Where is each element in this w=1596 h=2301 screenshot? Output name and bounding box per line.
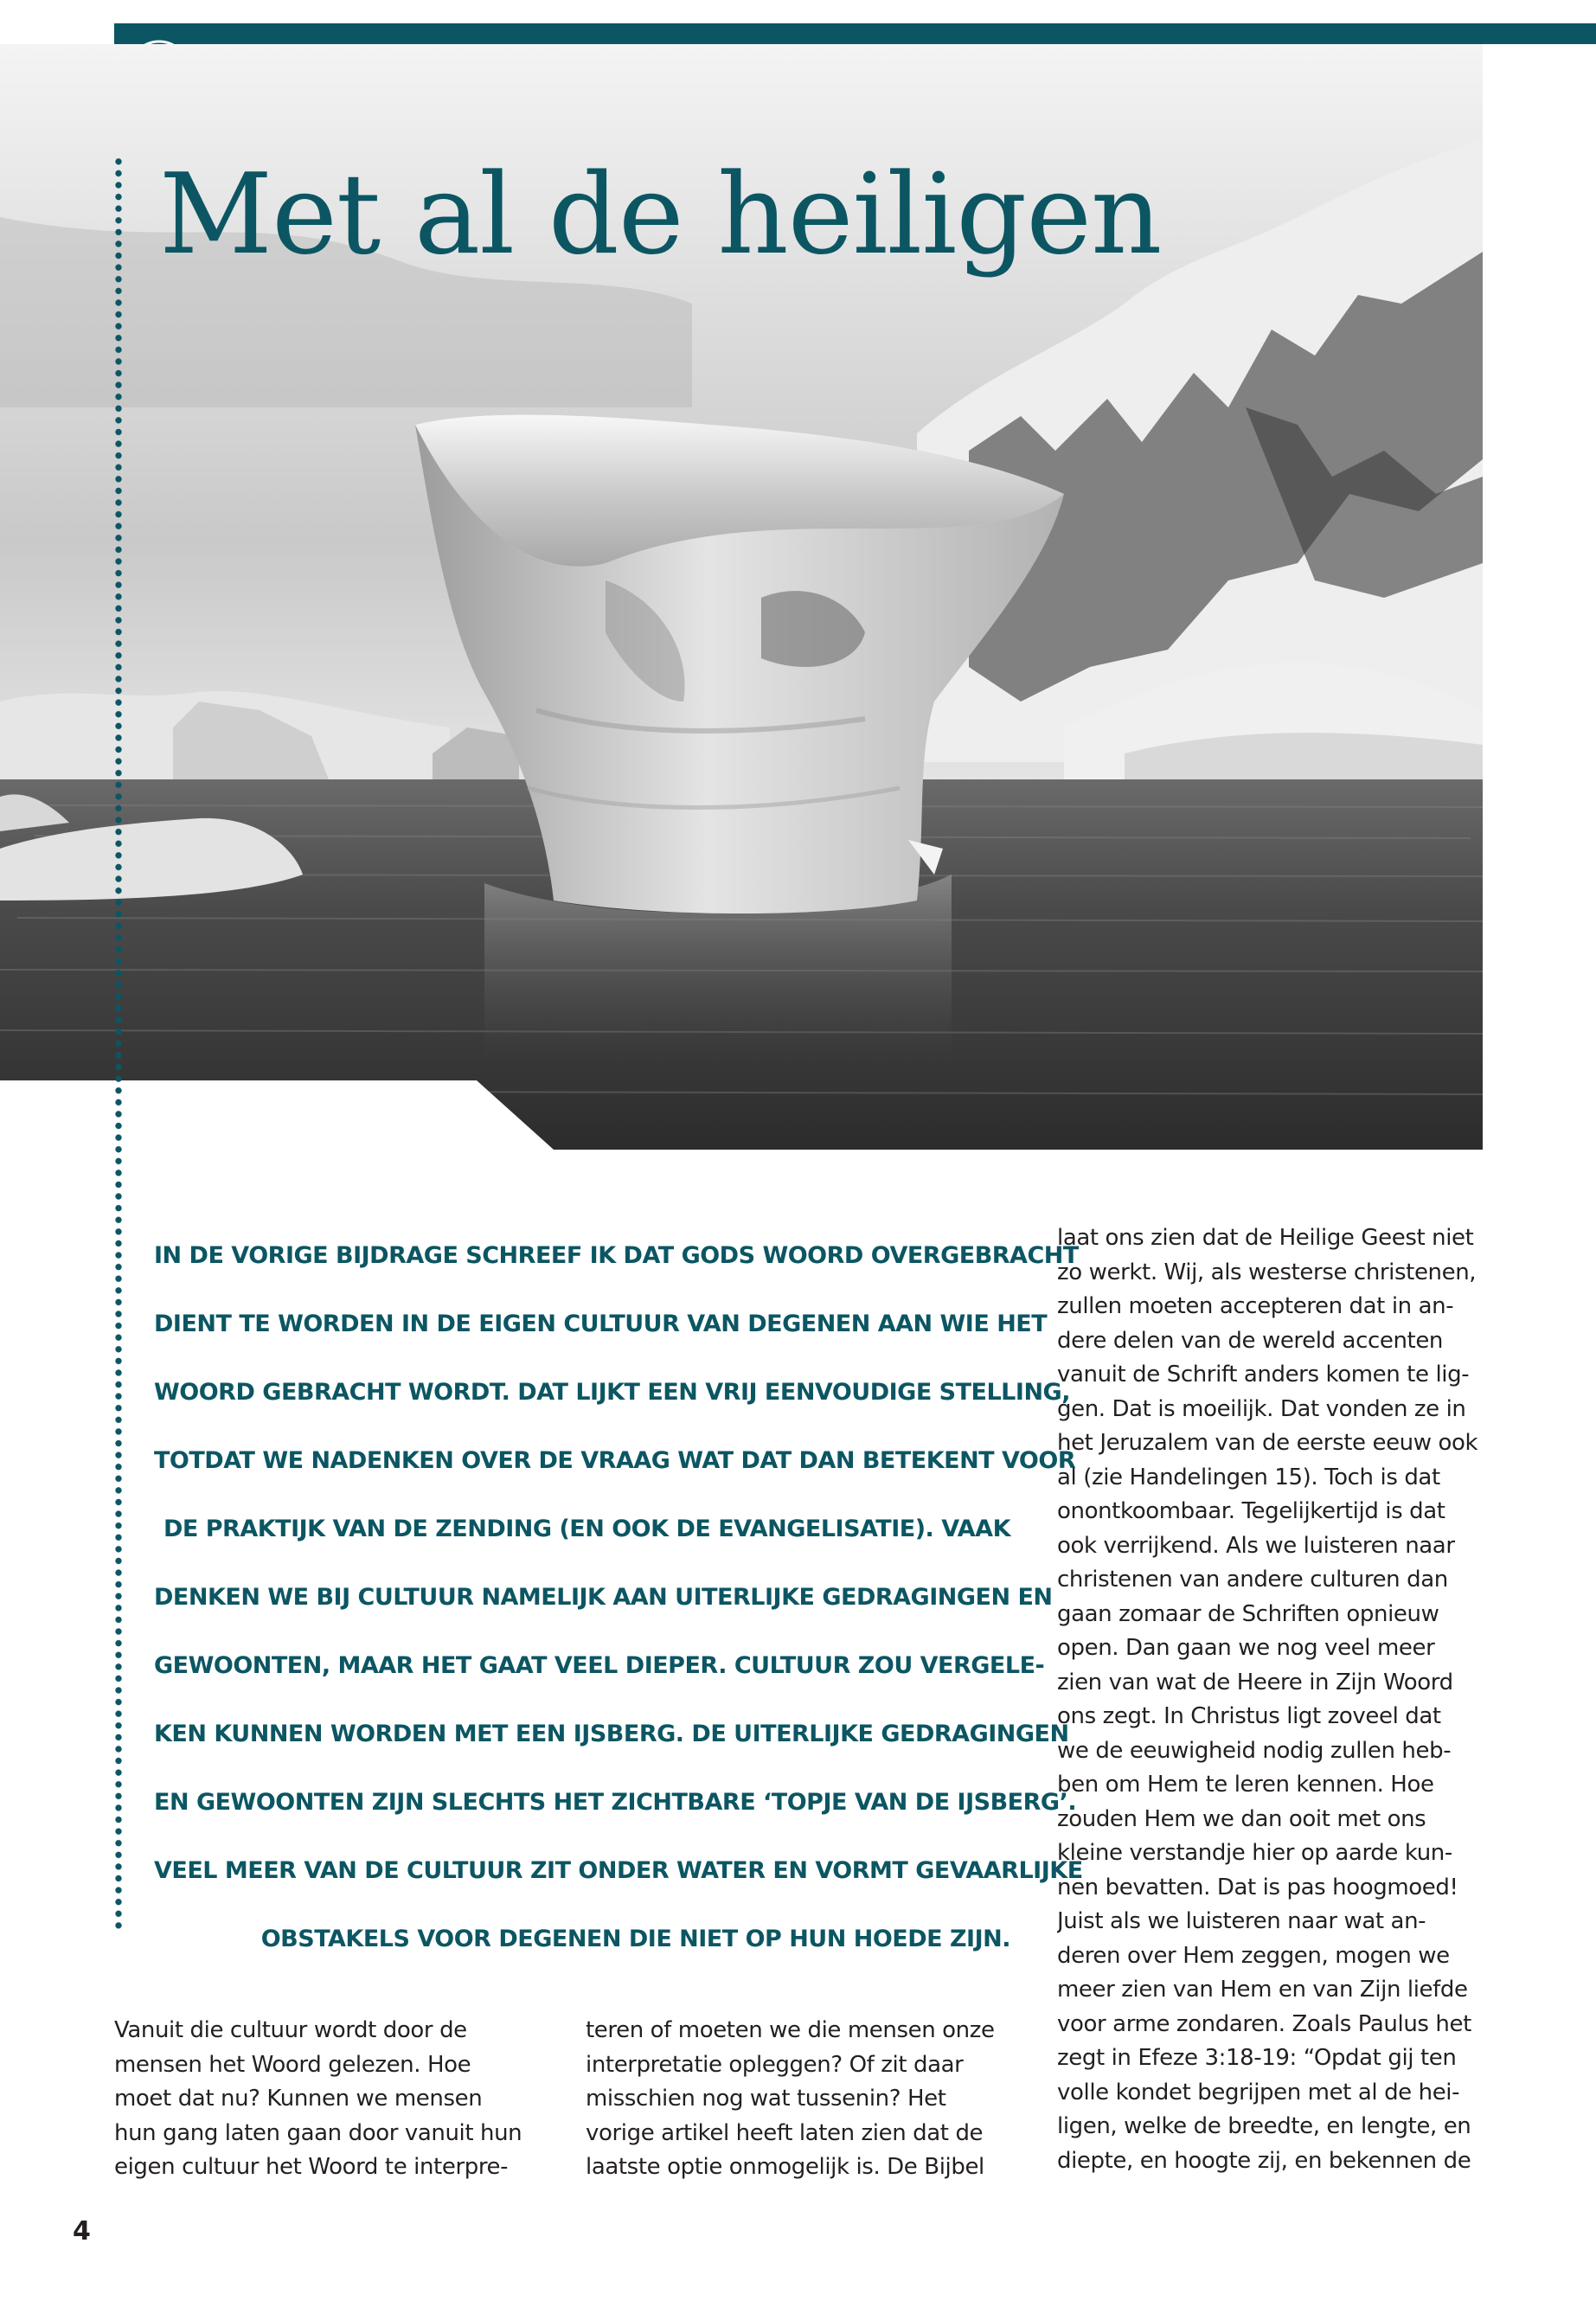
body-line: meer zien van Hem en van Zijn liefde <box>1057 1977 1468 2003</box>
body-line: volle kondet begrijpen met al de hei- <box>1057 2079 1460 2106</box>
body-line: laatste optie onmogelijk is. De Bijbel <box>586 2154 984 2180</box>
body-line: het Jeruzalem van de eerste eeuw ook <box>1057 1430 1478 1456</box>
intro-line: WOORD GEBRACHT WORDT. DAT LIJKT EEN VRIJ EENVOUDIGE STELLING, <box>154 1379 1070 1406</box>
body-line: diepte, en hoogte zij, en bekennen de <box>1057 2147 1471 2174</box>
intro-line: EN GEWOONTEN ZIJN SLECHTS HET ZICHTBARE ‘TOPJE VAN DE IJSBERG’. <box>154 1789 1077 1816</box>
body-line: misschien nog wat tussenin? Het <box>586 2086 946 2112</box>
body-column-3 <box>1057 1221 1483 2178</box>
body-line: zien van wat de Heere in Zijn Woord <box>1057 1669 1453 1695</box>
body-line: Vanuit die cultuur wordt door de <box>114 2017 467 2043</box>
body-line: gen. Dat is moeilijk. Dat vonden ze in <box>1057 1395 1466 1422</box>
body-line: moet dat nu? Kunnen we mensen <box>114 2086 483 2112</box>
intro-line: TOTDAT WE NADENKEN OVER DE VRAAG WAT DAT DAN BETEKENT VOOR <box>154 1447 1076 1474</box>
body-line: kleine verstandje hier op aarde kun- <box>1057 1840 1452 1866</box>
body-line: zullen moeten accepteren dat in an- <box>1057 1293 1454 1319</box>
body-line: ons zegt. In Christus ligt zoveel dat <box>1057 1703 1441 1729</box>
body-line: laat ons zien dat de Heilige Geest niet <box>1057 1225 1474 1251</box>
body-line: vanuit de Schrift anders komen te lig- <box>1057 1362 1470 1388</box>
intro-line: DE PRAKTIJK VAN DE ZENDING (EN OOK DE EVANGELISATIE). VAAK <box>163 1516 1010 1542</box>
body-line: mensen het Woord gelezen. Hoe <box>114 2051 471 2078</box>
intro-line: KEN KUNNEN WORDEN MET EEN IJSBERG. DE UITERLIJKE GEDRAGINGEN <box>154 1721 1069 1747</box>
body-line: we de eeuwigheid nodig zullen heb- <box>1057 1737 1452 1764</box>
intro-line: GEWOONTEN, MAAR HET GAAT VEEL DIEPER. CULTUUR ZOU VERGELE- <box>154 1652 1045 1679</box>
body-line: gaan zomaar de Schriften opnieuw <box>1057 1600 1439 1627</box>
intro-line: VEEL MEER VAN DE CULTUUR ZIT ONDER WATER EN VORMT GEVAARLIJKE <box>154 1857 1083 1884</box>
intro-line: IN DE VORIGE BIJDRAGE SCHREEF IK DAT GODS WOORD OVERGEBRACHT <box>154 1242 1079 1269</box>
body-line: al (zie Handelingen 15). Toch is dat <box>1057 1464 1440 1490</box>
body-line: dere delen van de wereld accenten <box>1057 1327 1444 1354</box>
body-line: interpretatie opleggen? Of zit daar <box>586 2051 964 2078</box>
body-line: deren over Hem zeggen, mogen we <box>1057 1942 1450 1969</box>
intro-line: DIENT TE WORDEN IN DE EIGEN CULTUUR VAN DEGENEN AAN WIE HET <box>154 1311 1048 1337</box>
body-line: christenen van andere culturen dan <box>1057 1567 1448 1593</box>
body-line: zegt in Efeze 3:18-19: “Opdat gij ten <box>1057 2045 1457 2071</box>
body-line: zo werkt. Wij, als westerse christenen, <box>1057 1259 1477 1285</box>
body-line: hun gang laten gaan door vanuit hun <box>114 2119 522 2146</box>
body-line: Juist als we luisteren naar wat an- <box>1057 1908 1426 1934</box>
body-line: onontkoombaar. Tegelijkertijd is dat <box>1057 1498 1445 1524</box>
body-line: vorige artikel heeft laten zien dat de <box>586 2119 984 2146</box>
body-line: voor arme zondaren. Zoals Paulus het <box>1057 2010 1471 2037</box>
body-line: nen bevatten. Dat is pas hoogmoed! <box>1057 1874 1458 1900</box>
body-column-2 <box>586 2014 1010 2185</box>
dotted-rule <box>115 156 122 1929</box>
intro-line: DENKEN WE BIJ CULTUUR NAMELIJK AAN UITERLIJKE GEDRAGINGEN EN <box>154 1584 1053 1611</box>
body-line: ben om Hem te leren kennen. Hoe <box>1057 1772 1434 1798</box>
body-line: ook verrijkend. Als we luisteren naar <box>1057 1532 1455 1559</box>
body-line: open. Dan gaan we nog veel meer <box>1057 1635 1435 1661</box>
body-line: eigen cultuur het Woord te interpre- <box>114 2154 509 2180</box>
body-column-1 <box>114 2014 540 2185</box>
article-intro <box>154 1221 1083 1973</box>
body-line: ligen, welke de breedte, en lengte, en <box>1057 2113 1471 2139</box>
body-line: teren of moeten we die mensen onze <box>586 2017 995 2043</box>
article-title: Met al de heiligen <box>159 151 1162 279</box>
body-line: zouden Hem we dan ooit met ons <box>1057 1805 1426 1832</box>
intro-line: OBSTAKELS VOOR DEGENEN DIE NIET OP HUN HOEDE ZIJN. <box>260 1926 1010 1952</box>
page-number: 4 <box>73 2216 91 2247</box>
